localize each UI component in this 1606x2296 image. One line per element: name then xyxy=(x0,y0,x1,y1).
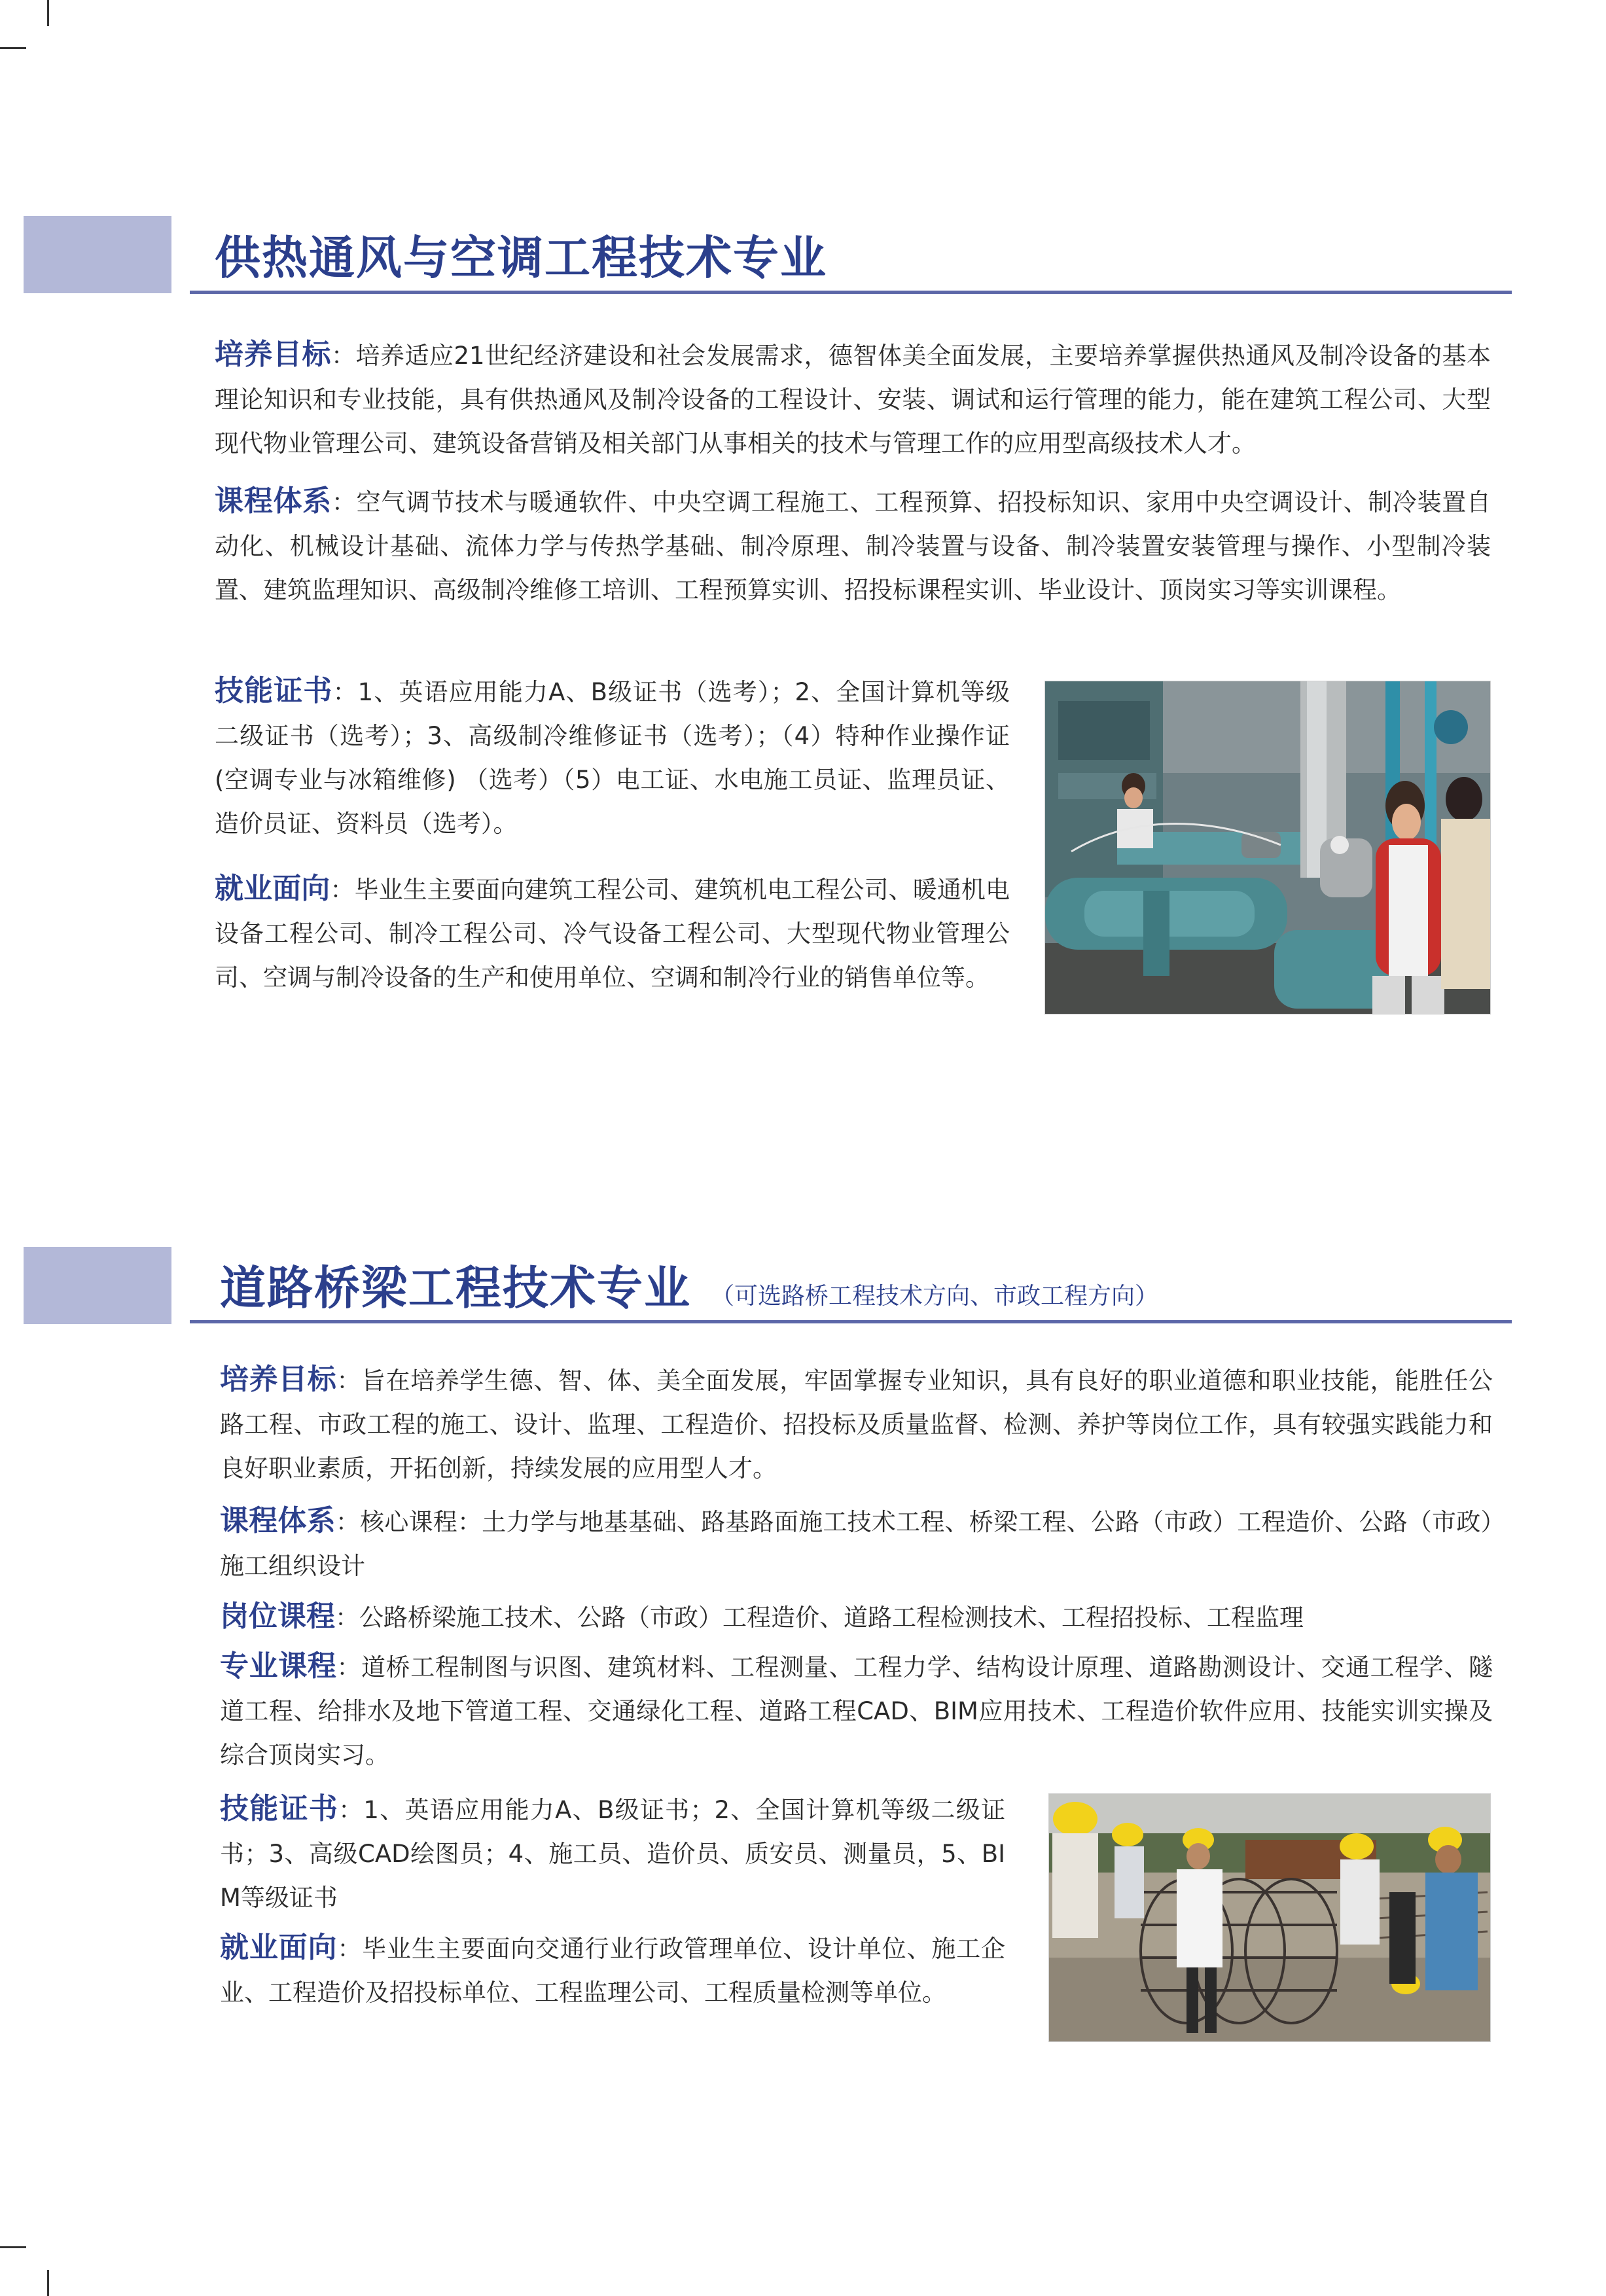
paragraph-jobs xyxy=(220,1926,1005,2015)
text-goal: ：旨在培养学生德、智、体、美全面发展，牢固掌握专业知识，具有良好的职业道德和职业技能，能胜任公路工程、市政工程的施工、设计、监理、工程造价、招投标及质量监督、检测、养护等岗位工作，具有较强实践能力和良好职业素质，开拓创新，持续发展的应用型人才。 xyxy=(220,1367,1493,1482)
hvac-photo-illustration xyxy=(1045,681,1490,1014)
label-courses: 课程体系 xyxy=(215,484,332,518)
paragraph-courses xyxy=(215,479,1491,612)
paragraph-major-courses xyxy=(220,1644,1493,1777)
photo-hvac-equipment xyxy=(1044,681,1491,1014)
text-certs: ：1、英语应用能力A、B级证书（选考）；2、全国计算机等级二级证书（选考）；3、高级制冷维修证书（选考）；（4）特种作业操作证(空调专业与冰箱维修) （选考）（5）电工证、水电施工员证、监理员证、造价员证、资料员（选考）。 xyxy=(215,678,1010,838)
label-certs: 技能证书 xyxy=(215,674,333,708)
paragraph-goal xyxy=(220,1357,1493,1490)
section-hvac xyxy=(0,0,1606,1113)
photo-construction-site xyxy=(1048,1793,1491,2042)
text-jobs: ：毕业生主要面向交通行业行政管理单位、设计单位、施工企业、工程造价及招投标单位、工程监理公司、工程质量检测等单位。 xyxy=(220,1935,1006,2007)
paragraph-jobs xyxy=(215,867,1010,999)
section-title-block xyxy=(24,1247,171,1324)
section-title-rule xyxy=(190,1320,1512,1323)
text-major-courses: ：道桥工程制图与识图、建筑材料、工程测量、工程力学、结构设计原理、道路勘测设计、交通工程学、隧道工程、给排水及地下管道工程、交通绿化工程、道路工程CAD、BIM应用技术、工程造价软件应用、技能实训实操及综合顶岗实习。 xyxy=(220,1653,1493,1769)
label-major-courses: 专业课程 xyxy=(220,1649,337,1683)
paragraph-courses xyxy=(220,1499,1493,1588)
text-post-courses: ：公路桥梁施工技术、公路（市政）工程造价、道路工程检测技术、工程招投标、工程监理 xyxy=(335,1604,1304,1632)
section-road-bridge xyxy=(0,1113,1606,2296)
label-certs: 技能证书 xyxy=(220,1792,339,1825)
label-jobs: 就业面向 xyxy=(220,1931,338,1964)
section-title-block xyxy=(24,216,171,293)
section-title xyxy=(215,221,827,287)
section-title-text: 道路桥梁工程技术专业 xyxy=(220,1261,691,1315)
text-goal: ：培养适应21世纪经济建设和社会发展需求，德智体美全面发展，主要培养掌握供热通风及制冷设备的基本理论知识和专业技能，具有供热通风及制冷设备的工程设计、安装、调试和运行管理的能力，能在建筑工程公司、大型现代物业管理公司、建筑设备营销及相关部门从事相关的技术与管理工作的应用型高级技术人才。 xyxy=(215,342,1491,457)
label-goal: 培养目标 xyxy=(215,338,331,371)
paragraph-certs xyxy=(220,1787,1005,1920)
text-courses: ：核心课程：土力学与地基基础、路基路面施工技术工程、桥梁工程、公路（市政）工程造价、公路（市政）施工组织设计 xyxy=(220,1508,1493,1580)
label-goal: 培养目标 xyxy=(220,1363,337,1396)
construction-photo-illustration xyxy=(1049,1794,1490,2041)
text-certs: ：1、英语应用能力A、B级证书；2、全国计算机等级二级证书；3、高级CAD绘图员；4、施工员、造价员、质安员、测量员，5、BIM等级证书 xyxy=(220,1796,1006,1912)
section-subtitle: （可选路桥工程技术方向、市政工程方向） xyxy=(711,1283,1159,1310)
section-title-rule xyxy=(190,291,1512,294)
paragraph-goal xyxy=(215,332,1491,465)
label-jobs: 就业面向 xyxy=(215,872,330,905)
paragraph-certs xyxy=(215,669,1010,846)
text-jobs: ：毕业生主要面向建筑工程公司、建筑机电工程公司、暖通机电设备工程公司、制冷工程公司、冷气设备工程公司、大型现代物业管理公司、空调与制冷设备的生产和使用单位、空调和制冷行业的销售单位等。 xyxy=(215,876,1010,992)
label-post-courses: 岗位课程 xyxy=(220,1600,335,1633)
label-courses: 课程体系 xyxy=(220,1504,336,1537)
section-title-text: 供热通风与空调工程技术专业 xyxy=(215,231,827,285)
text-courses: ：空气调节技术与暖通软件、中央空调工程施工、工程预算、招投标知识、家用中央空调设计、制冷装置自动化、机械设计基础、流体力学与传热学基础、制冷原理、制冷装置与设备、制冷装置安装管理与操作、小型制冷装置、建筑监理知识、高级制冷维修工培训、工程预算实训、招投标课程实训、毕业设计、顶岗实习等实训课程。 xyxy=(215,488,1491,604)
section-title xyxy=(220,1251,1158,1318)
paragraph-post-courses xyxy=(220,1594,1493,1640)
